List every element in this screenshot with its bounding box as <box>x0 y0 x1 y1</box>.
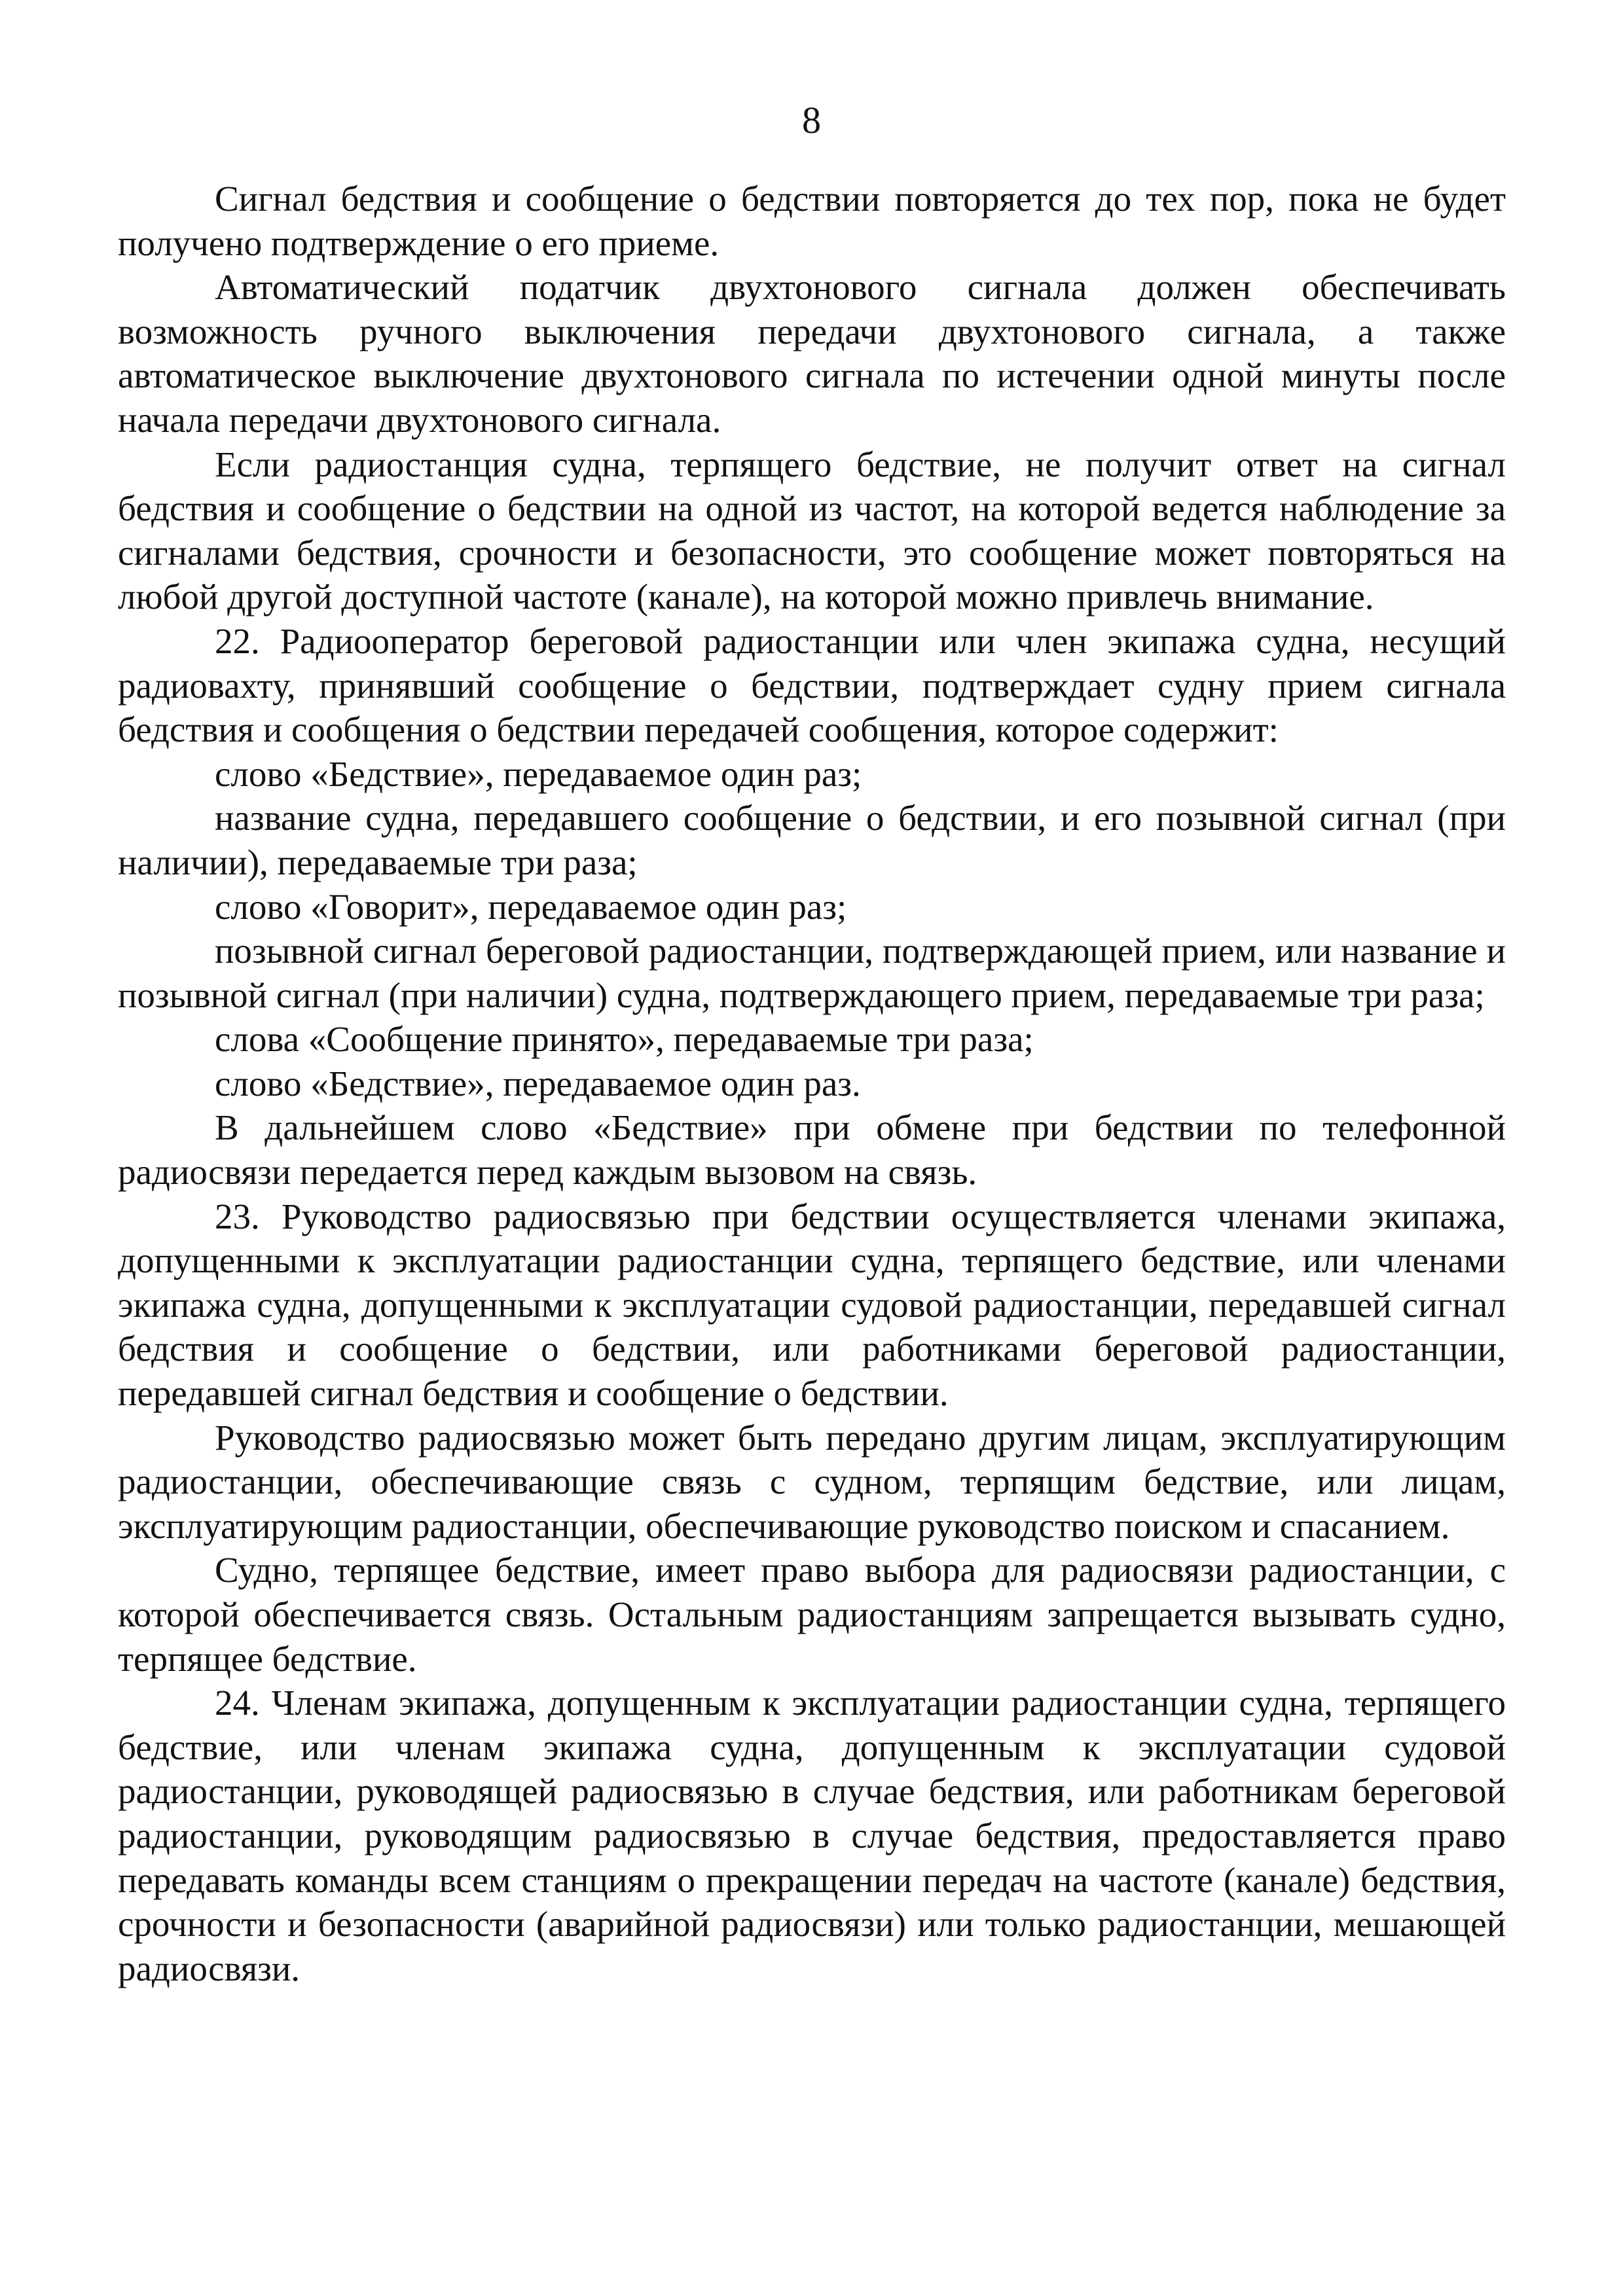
list-item: слова «Сообщение принято», передаваемые три раза; <box>215 1019 1034 1060</box>
body-text <box>118 177 1506 1990</box>
list-item: позывной сигнал береговой радиостанции, подтверждающей прием, или название и позывной сигнал (при наличии) судна, подтверждающего прием, передаваемые три раза; <box>118 931 1506 1015</box>
paragraph-section-24: 24. Членам экипажа, допущенным к эксплуатации радиостанции судна, терпящего бедствие, или членам экипажа судна, допущенным к эксплуатации судовой радиостанции, руководящей радиосвязью в случае бедствия, или работникам береговой радиостанции, руководящим радиосвязью в случае бедствия, предоставляется право передавать команды всем станциям о прекращении передач на частоте (канале) бедствия, срочности и безопасности (аварийной радиосвязи) или только радиостанции, мешающей радиосвязи. <box>118 1683 1506 1988</box>
list-item: слово «Бедствие», передаваемое один раз. <box>215 1063 861 1103</box>
paragraph: Если радиостанция судна, терпящего бедствие, не получит ответ на сигнал бедствия и сообщение о бедствии на одной из частот, на которой ведется наблюдение за сигналами бедствия, срочности и безопасности, это сообщение может повторяться на любой другой доступной частоте (канале), на которой можно привлечь внимание. <box>118 444 1506 617</box>
paragraph: Автоматический податчик двухтонового сигнала должен обеспечивать возможность ручного выключения передачи двухтонового сигнала, а также автоматическое выключение двухтонового сигнала по истечении одной минуты после начала передачи двухтонового сигнала. <box>118 267 1506 440</box>
list-item: слово «Говорит», передаваемое один раз; <box>215 886 847 927</box>
paragraph-section-22: 22. Радиооператор береговой радиостанции или член экипажа судна, несущий радиовахту, принявший сообщение о бедствии, подтверждает судну прием сигнала бедствия и сообщения о бедствии передачей сообщения, которое содержит: <box>118 620 1506 750</box>
paragraph: Судно, терпящее бедствие, имеет право выбора для радиосвязи радиостанции, с которой обеспечивается связь. Остальным радиостанциям запрещается вызывать судно, терпящее бедствие. <box>118 1550 1506 1679</box>
paragraph-section-23: 23. Руководство радиосвязью при бедствии осуществляется членами экипажа, допущенными к эксплуатации радиостанции судна, терпящего бедствие, или членами экипажа судна, допущенными к эксплуатации судовой радиостанции, передавшей сигнал бедствия и сообщение о бедствии, или работниками береговой радиостанции, передавшей сигнал бедствия и сообщение о бедствии. <box>118 1196 1506 1414</box>
page-number: 8 <box>802 99 821 141</box>
paragraph: Сигнал бедствия и сообщение о бедствии повторяется до тех пор, пока не будет получено подтверждение о его приеме. <box>118 179 1506 263</box>
list-item: название судна, передавшего сообщение о бедствии, и его позывной сигнал (при наличии), передаваемые три раза; <box>118 798 1506 882</box>
list-item: слово «Бедствие», передаваемое один раз; <box>215 753 862 794</box>
paragraph: В дальнейшем слово «Бедствие» при обмене при бедствии по телефонной радиосвязи передается перед каждым вызовом на связь. <box>118 1107 1506 1193</box>
paragraph: Руководство радиосвязью может быть передано другим лицам, эксплуатирующим радиостанции, обеспечивающие связь с судном, терпящим бедствие, или лицам, эксплуатирующим радиостанции, обеспечивающие руководство поиском и спасанием. <box>118 1417 1506 1546</box>
